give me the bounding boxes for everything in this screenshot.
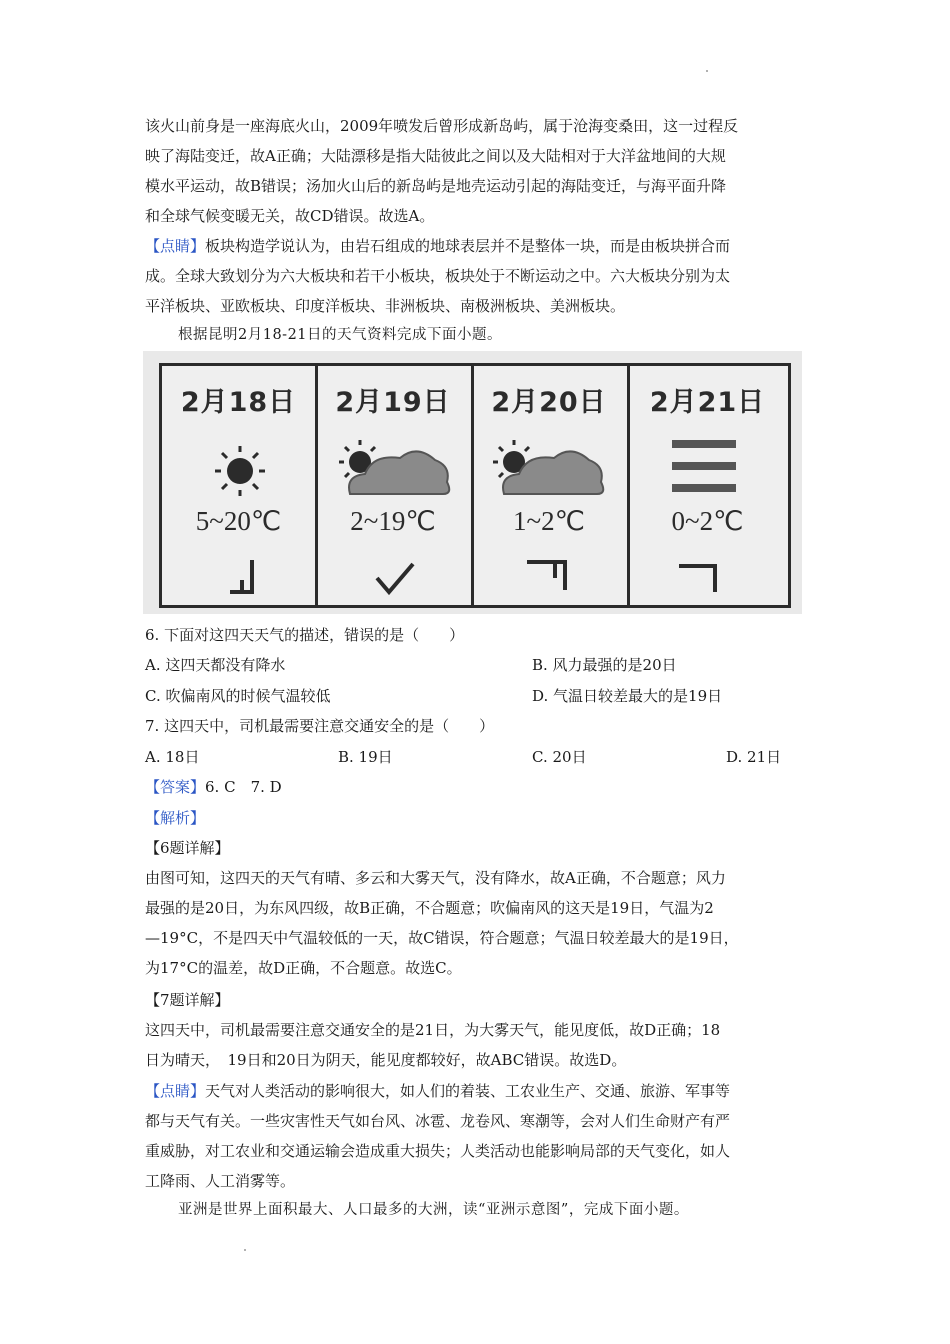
option-c[interactable]: C. 吹偏南风的时候气温较低 [145,687,331,705]
wind-symbol-icon [471,556,627,601]
day-temperature: 2~19℃ [350,506,436,536]
day-temperature: 1~2℃ [513,506,585,536]
text-line: 天气对人类活动的影响很大，如人们的着装、工农业生产、交通、旅游、军事等 [205,1082,731,1100]
wind-symbol-icon [627,556,788,601]
text-line: 平洋板块、亚欧板块、印度洋板块、非洲板块、南极洲板块、美洲板块。 [145,297,626,315]
partly-cloudy-icon [315,436,471,506]
options-row [145,681,805,711]
weather-day [627,366,788,605]
answer-label: 【答案】 [145,778,206,796]
explanation-paragraph [145,111,805,231]
comment-paragraph [145,231,805,321]
option-a[interactable]: A. 18日 [145,748,200,766]
question-7 [145,711,805,741]
analysis-label: 【解析】 [145,809,206,827]
weather-table [159,363,791,608]
text-line: 成。全球大致划分为六大板块和若干小板块，板块处于不断运动之中。六大板块分别为太 [145,267,731,285]
comment-label: 【点睛】 [145,1082,206,1100]
option-d[interactable]: D. 21日 [726,748,782,766]
question-6 [145,620,805,650]
text-line: 映了海陆变迁，故A正确；大陆漂移是指大陆彼此之间以及大陆相对于大洋盆地间的大规 [145,147,726,165]
text-line: 日为晴天， 19日和20日为阴天，能见度都较好，故ABC错误。故选D。 [145,1051,627,1069]
weather-day [162,366,318,605]
day-temperature: 0~2℃ [671,506,744,536]
option-a[interactable]: A. 这四天都没有降水 [145,656,286,674]
option-b[interactable]: B. 风力最强的是20日 [532,656,677,674]
wind-symbol-icon [162,556,315,601]
weather-intro: 根据昆明2月18-21日的天气资料完成下面小题。 [178,327,503,343]
detail-6-paragraph [145,863,805,983]
options-row [145,742,805,772]
scan-dot [244,1249,246,1251]
text-line: 这四天中，司机最需要注意交通安全的是21日，为大雾天气，能见度低，故D正确；18 [145,1021,721,1039]
asia-intro: 亚洲是世界上面积最大、人口最多的大洲，读“亚洲示意图”，完成下面小题。 [178,1202,689,1218]
text-line: 该火山前身是一座海底火山，2009年喷发后曾形成新岛屿，属于沧海变桑田，这一过程反 [145,117,739,135]
partly-cloudy-icon [471,436,627,506]
analysis-row [145,803,805,833]
comment-paragraph [145,1076,805,1196]
text-line: 由图可知，这四天的天气有晴、多云和大雾天气，没有降水，故A正确，不合题意；风力 [145,869,726,887]
text-line: 为17°C的温差，故D正确，不合题意。故选C。 [145,959,462,977]
detail-6-header [145,833,805,863]
text-line: 最强的是20日，为东风四级，故B正确，不合题意；吹偏南风的这天是19日，气温为2 [145,899,714,917]
day-date: 2月21日 [649,387,766,418]
day-temperature: 5~20℃ [195,506,282,536]
options-row [145,650,805,680]
weather-day [471,366,630,605]
text-line: 都与天气有关。一些灾害性天气如台风、冰雹、龙卷风、寒潮等，会对人们生命财产有严 [145,1112,731,1130]
option-d[interactable]: D. 气温日较差最大的是19日 [532,687,723,705]
text-line: 重威胁，对工农业和交通运输会造成重大损失；人类活动也能影响局部的天气变化，如人 [145,1142,731,1160]
answer-text: 6. C 7. D [205,778,282,796]
text-line: 模水平运动，故B错误；汤加火山后的新岛屿是地壳运动引起的海陆变迁，与海平面升降 [145,177,727,195]
text-line: 和全球气候变暖无关，故CD错误。故选A。 [145,207,435,225]
day-date: 2月19日 [335,387,451,418]
comment-label: 【点睛】 [145,237,206,255]
question-stem: 7. 这四天中，司机最需要注意交通安全的是（ ） [145,717,495,735]
detail-7-paragraph [145,1015,805,1075]
text-line: 板块构造学说认为，由岩石组成的地球表层并不是整体一块，而是由板块拼合而 [205,237,731,255]
option-c[interactable]: C. 20日 [532,748,587,766]
detail-7-header [145,985,805,1015]
day-date: 2月18日 [180,387,297,418]
option-b[interactable]: B. 19日 [338,748,393,766]
answer-row [145,772,805,802]
sun-icon [162,436,315,506]
detail-label: 【6题详解】 [145,839,230,857]
detail-label: 【7题详解】 [145,991,230,1009]
text-line: —19°C，不是四天中气温较低的一天，故C错误，符合题意；气温日较差最大的是19日， [145,929,739,947]
text-line: 工降雨、人工消雾等。 [145,1172,296,1190]
fog-icon [627,436,788,506]
weather-day [315,366,474,605]
checkmark-icon [315,556,471,601]
weather-figure [143,351,802,614]
day-date: 2月20日 [491,387,607,418]
question-stem: 6. 下面对这四天天气的描述，错误的是（ ） [145,626,465,644]
scan-dot [706,70,708,72]
